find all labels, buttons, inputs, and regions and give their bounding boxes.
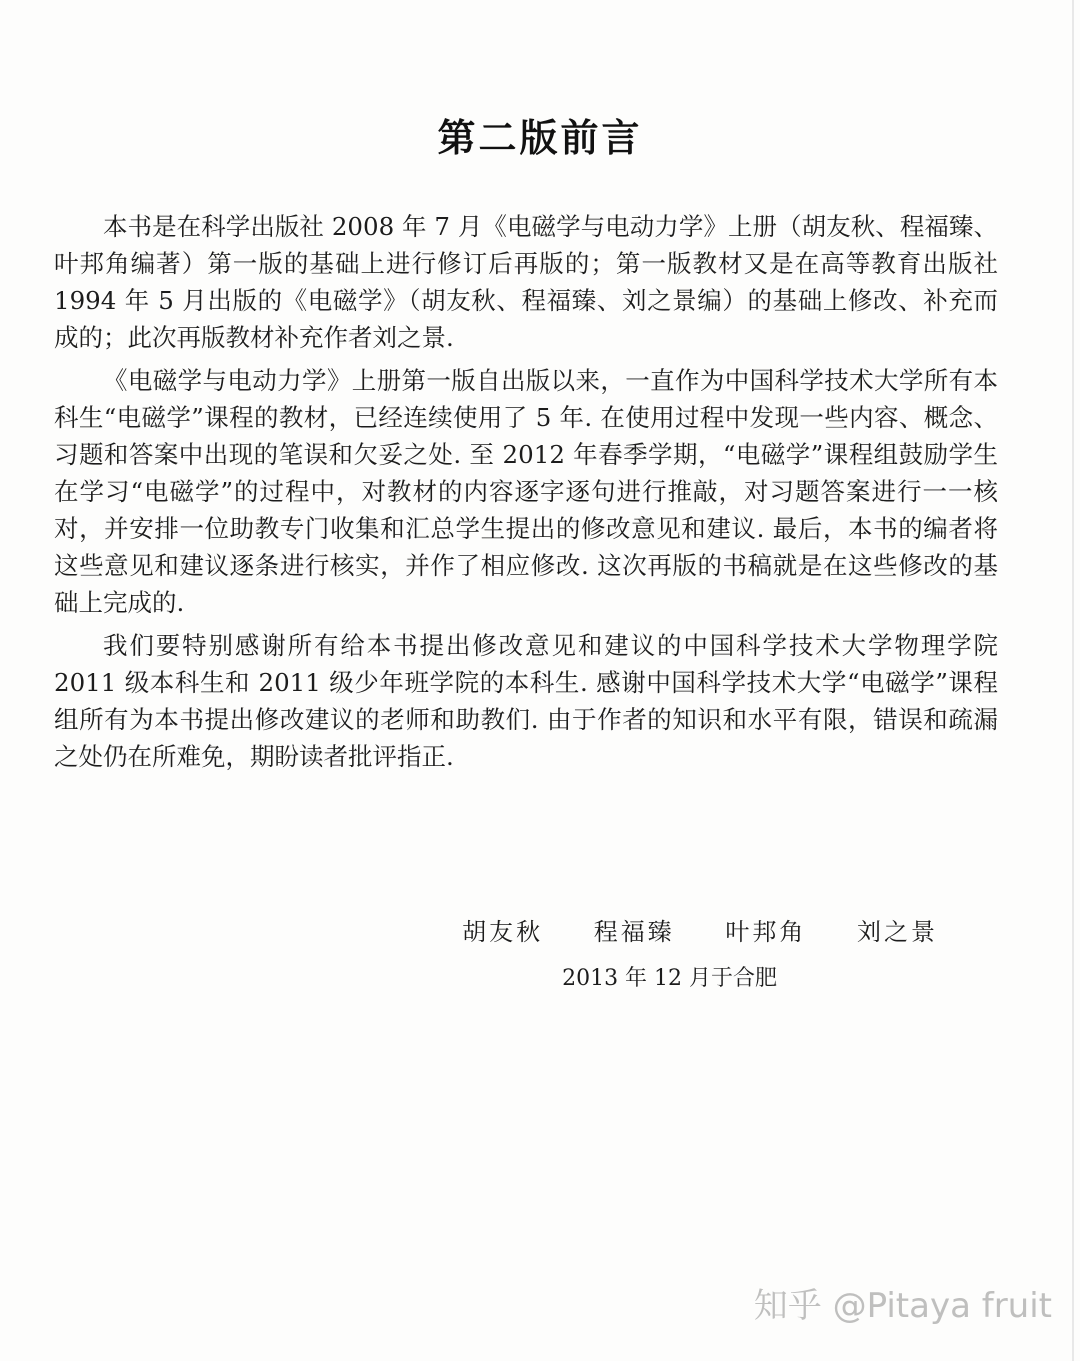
paragraph-3: 我们要特别感谢所有给本书提出修改意见和建议的中国科学技术大学物理学院 2011 级本科生和 2011 级少年班学院的本科生. 感谢中国科学技术大学“电磁学”课程组所有为本书提出修改建议的老师和助教们. 由于作者的知识和水平有限，错误和疏漏之处仍在所难免，期盼读者批评指正. bbox=[54, 631, 998, 771]
paragraph-2: 《电磁学与电动力学》上册第一版自出版以来，一直作为中国科学技术大学所有本科生“电磁学”课程的教材，已经连续使用了 5 年. 在使用过程中发现一些内容、概念、习题和答案中出现的笔误和欠妥之处. 至 2012 年春季学期，“电磁学”课程组鼓励学生在学习“电磁学”的过程中，对教材的内容逐字逐句进行推敲，对习题答案进行一一核对，并安排一位助教专门收集和汇总学生提出的修改意见和建议. 最后，本书的编者将这些意见和建议逐条进行核实，并作了相应修改. 这次再版的书稿就是在这些修改的基础上完成的. bbox=[54, 366, 998, 617]
author-name: 叶邦角 bbox=[725, 918, 807, 946]
author-list bbox=[462, 912, 938, 947]
author-name: 胡友秋 bbox=[462, 918, 544, 946]
author-name: 刘之景 bbox=[857, 918, 938, 946]
page-edge bbox=[1072, 0, 1074, 1361]
page-title: 第二版前言 bbox=[437, 116, 643, 161]
watermark-text: 知乎 @Pitaya fruit bbox=[753, 1286, 1052, 1326]
signature-block bbox=[462, 912, 938, 992]
author-name: 程福臻 bbox=[593, 918, 675, 946]
date-place: 2013 年 12 月于合肥 bbox=[562, 966, 778, 991]
paragraph-1: 本书是在科学出版社 2008 年 7 月《电磁学与电动力学》上册（胡友秋、程福臻、叶邦角编著）第一版的基础上进行修订后再版的；第一版教材又是在高等教育出版社 1994 年 5 月出版的《电磁学》（胡友秋、程福臻、刘之景编）的基础上修改、补充而成的；此次再版教材补充作者刘之景. bbox=[54, 212, 998, 352]
preface-body bbox=[54, 208, 998, 781]
